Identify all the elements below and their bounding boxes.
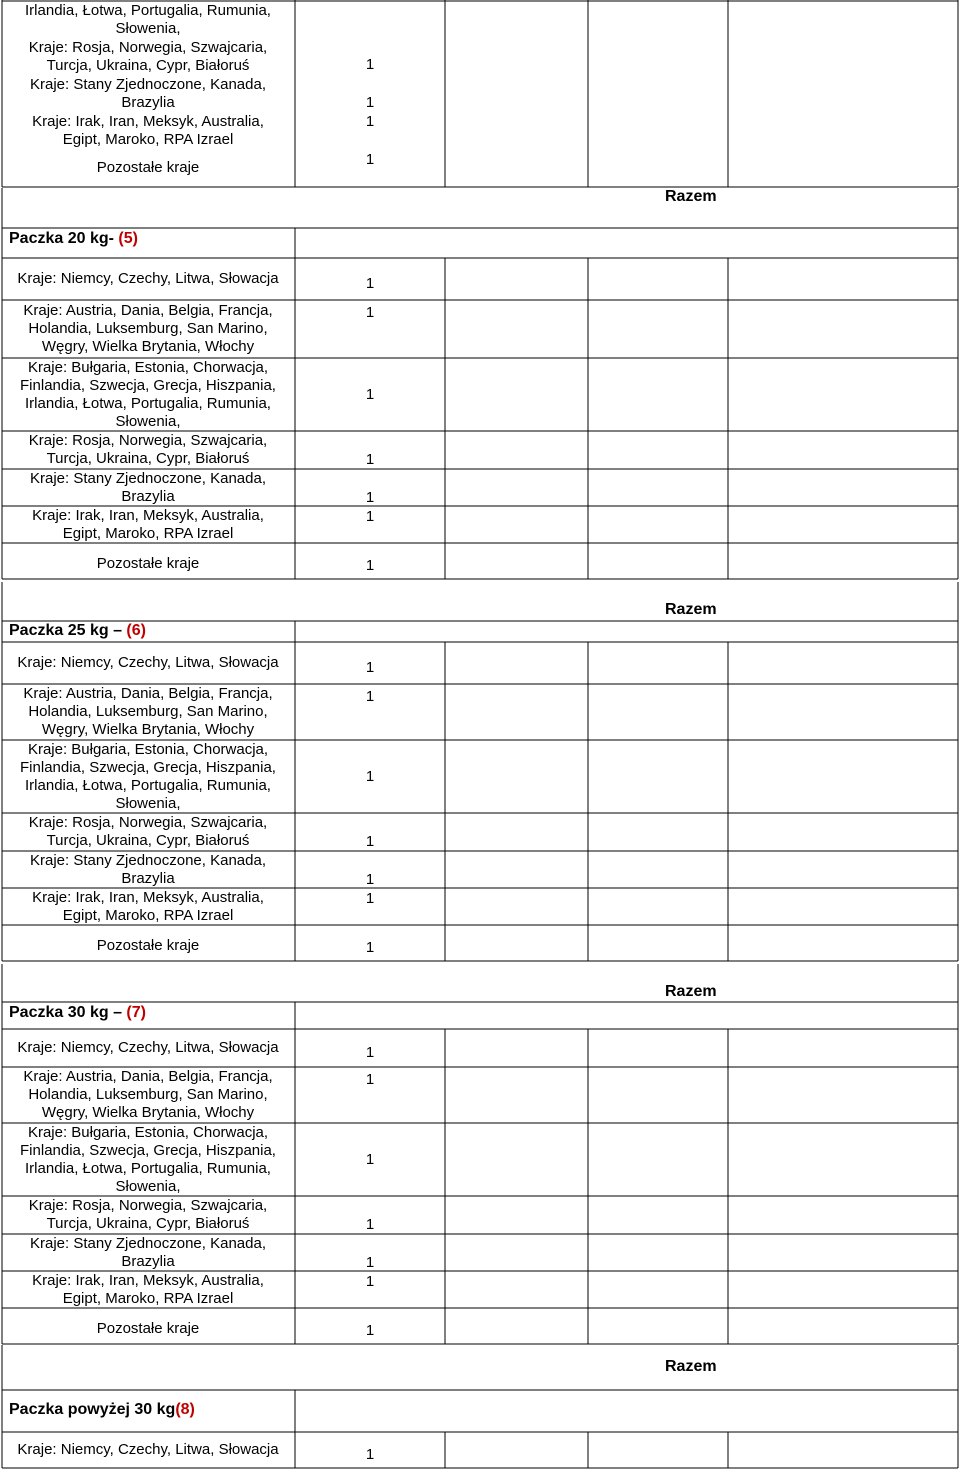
country-list-line: Węgry, Wielka Brytania, Włochy xyxy=(41,338,255,355)
country-list-line: Kraje: Rosja, Norwegia, Szwajcaria, xyxy=(28,1197,268,1214)
package-title xyxy=(9,1004,146,1022)
country-list-line: Brazylia xyxy=(121,870,175,887)
country-list-line: Kraje: Bułgaria, Estonia, Chorwacja, xyxy=(27,741,269,758)
country-list-line: Kraje: Stany Zjednoczone, Kanada, xyxy=(30,852,266,869)
country-list-line: Kraje: Stany Zjednoczone, Kanada, xyxy=(30,76,266,93)
country-list-line: Kraje: Stany Zjednoczone, Kanada, xyxy=(30,470,266,487)
country-list-line: Irlandia, Łotwa, Portugalia, Rumunia, xyxy=(25,2,271,19)
country-list-line: Kraje: Niemcy, Czechy, Litwa, Słowacja xyxy=(17,654,279,671)
country-list-line: Węgry, Wielka Brytania, Włochy xyxy=(41,721,255,738)
country-list-line: Kraje: Bułgaria, Estonia, Chorwacja, xyxy=(27,359,269,376)
country-list-line: Kraje: Rosja, Norwegia, Szwajcaria, xyxy=(28,39,268,56)
country-list-line: Egipt, Maroko, RPA Izrael xyxy=(62,525,234,542)
quantity-value: 1 xyxy=(365,688,375,705)
quantity-value: 1 xyxy=(365,386,375,403)
quantity-value: 1 xyxy=(365,56,375,73)
country-list-line: Turcja, Ukraina, Cypr, Białoruś xyxy=(46,57,250,74)
country-list-line: Holandia, Luksemburg, San Marino, xyxy=(28,703,268,720)
quantity-value: 1 xyxy=(365,151,375,168)
country-list-line: Finlandia, Szwecja, Grecja, Hiszpania, xyxy=(20,1142,276,1159)
country-list-line: Kraje: Bułgaria, Estonia, Chorwacja, xyxy=(27,1124,269,1141)
country-list-line: Kraje: Austria, Dania, Belgia, Francja, xyxy=(23,302,273,319)
quantity-value: 1 xyxy=(365,1254,375,1271)
country-list-line: Pozostałe kraje xyxy=(96,1320,200,1337)
country-list-line: Holandia, Luksemburg, San Marino, xyxy=(28,1086,268,1103)
package-weight: Paczka powyżej 30 kg xyxy=(9,1401,176,1418)
quantity-value: 1 xyxy=(365,1446,375,1463)
quantity-value: 1 xyxy=(365,113,375,130)
country-list-line: Słowenia, xyxy=(115,795,181,812)
country-list-line: Kraje: Austria, Dania, Belgia, Francja, xyxy=(23,685,273,702)
country-list-line: Irlandia, Łotwa, Portugalia, Rumunia, xyxy=(25,1160,271,1177)
quantity-value: 1 xyxy=(365,833,375,850)
razem-label: Razem xyxy=(665,601,717,618)
quantity-value: 1 xyxy=(365,304,375,321)
razem-label: Razem xyxy=(665,188,717,205)
quantity-value: 1 xyxy=(365,659,375,676)
quantity-value: 1 xyxy=(365,1151,375,1168)
quantity-value: 1 xyxy=(365,1216,375,1233)
quantity-value: 1 xyxy=(365,1273,375,1290)
country-list-line: Turcja, Ukraina, Cypr, Białoruś xyxy=(46,1215,250,1232)
country-list-line: Turcja, Ukraina, Cypr, Białoruś xyxy=(46,450,250,467)
country-list-line: Pozostałe kraje xyxy=(96,937,200,954)
package-number: (5) xyxy=(118,230,138,247)
package-title xyxy=(9,1401,195,1419)
package-weight: Paczka 30 kg – xyxy=(9,1004,127,1021)
country-list-line: Słowenia, xyxy=(115,413,181,430)
country-list-line: Irlandia, Łotwa, Portugalia, Rumunia, xyxy=(25,395,271,412)
quantity-value: 1 xyxy=(365,768,375,785)
country-list-line: Egipt, Maroko, RPA Izrael xyxy=(62,1290,234,1307)
quantity-value: 1 xyxy=(365,94,375,111)
package-number: (7) xyxy=(126,1004,146,1021)
country-list-line: Brazylia xyxy=(121,488,175,505)
country-list-line: Węgry, Wielka Brytania, Włochy xyxy=(41,1104,255,1121)
quantity-value: 1 xyxy=(365,275,375,292)
quantity-value: 1 xyxy=(365,890,375,907)
quantity-value: 1 xyxy=(365,871,375,888)
country-list-line: Kraje: Niemcy, Czechy, Litwa, Słowacja xyxy=(17,270,279,287)
country-list-line: Kraje: Stany Zjednoczone, Kanada, xyxy=(30,1235,266,1252)
country-list-line: Kraje: Niemcy, Czechy, Litwa, Słowacja xyxy=(17,1039,279,1056)
package-weight: Paczka 25 kg – xyxy=(9,622,127,639)
razem-label: Razem xyxy=(665,983,717,1000)
country-list-line: Egipt, Maroko, RPA Izrael xyxy=(62,131,234,148)
quantity-value: 1 xyxy=(365,1071,375,1088)
package-weight: Paczka 20 kg- xyxy=(9,230,119,247)
package-title xyxy=(9,622,146,640)
country-list-line: Pozostałe kraje xyxy=(96,159,200,176)
country-list-line: Egipt, Maroko, RPA Izrael xyxy=(62,907,234,924)
quantity-value: 1 xyxy=(365,939,375,956)
country-list-line: Brazylia xyxy=(121,94,175,111)
country-list-line: Słowenia, xyxy=(115,1178,181,1195)
quantity-value: 1 xyxy=(365,1322,375,1339)
quantity-value: 1 xyxy=(365,557,375,574)
country-list-line: Pozostałe kraje xyxy=(96,555,200,572)
quantity-value: 1 xyxy=(365,508,375,525)
quantity-value: 1 xyxy=(365,451,375,468)
country-list-line: Kraje: Irak, Iran, Meksyk, Australia, xyxy=(32,507,264,524)
country-list-line: Holandia, Luksemburg, San Marino, xyxy=(28,320,268,337)
razem-label: Razem xyxy=(665,1358,717,1375)
quantity-value: 1 xyxy=(365,1044,375,1061)
country-list-line: Słowenia, xyxy=(115,20,181,37)
country-list-line: Kraje: Niemcy, Czechy, Litwa, Słowacja xyxy=(17,1441,279,1458)
country-list-line: Finlandia, Szwecja, Grecja, Hiszpania, xyxy=(20,377,276,394)
country-list-line: Turcja, Ukraina, Cypr, Białoruś xyxy=(46,832,250,849)
package-title xyxy=(9,230,138,248)
package-number: (8) xyxy=(175,1401,195,1418)
country-list-line: Kraje: Irak, Iran, Meksyk, Australia, xyxy=(32,1272,264,1289)
country-list-line: Kraje: Rosja, Norwegia, Szwajcaria, xyxy=(28,814,268,831)
country-list-line: Kraje: Rosja, Norwegia, Szwajcaria, xyxy=(28,432,268,449)
package-number: (6) xyxy=(126,622,146,639)
country-list-line: Brazylia xyxy=(121,1253,175,1270)
country-list-line: Kraje: Irak, Iran, Meksyk, Australia, xyxy=(32,889,264,906)
country-list-line: Kraje: Austria, Dania, Belgia, Francja, xyxy=(23,1068,273,1085)
country-list-line: Irlandia, Łotwa, Portugalia, Rumunia, xyxy=(25,777,271,794)
quantity-value: 1 xyxy=(365,489,375,506)
country-list-line: Finlandia, Szwecja, Grecja, Hiszpania, xyxy=(20,759,276,776)
country-list-line: Kraje: Irak, Iran, Meksyk, Australia, xyxy=(32,113,264,130)
